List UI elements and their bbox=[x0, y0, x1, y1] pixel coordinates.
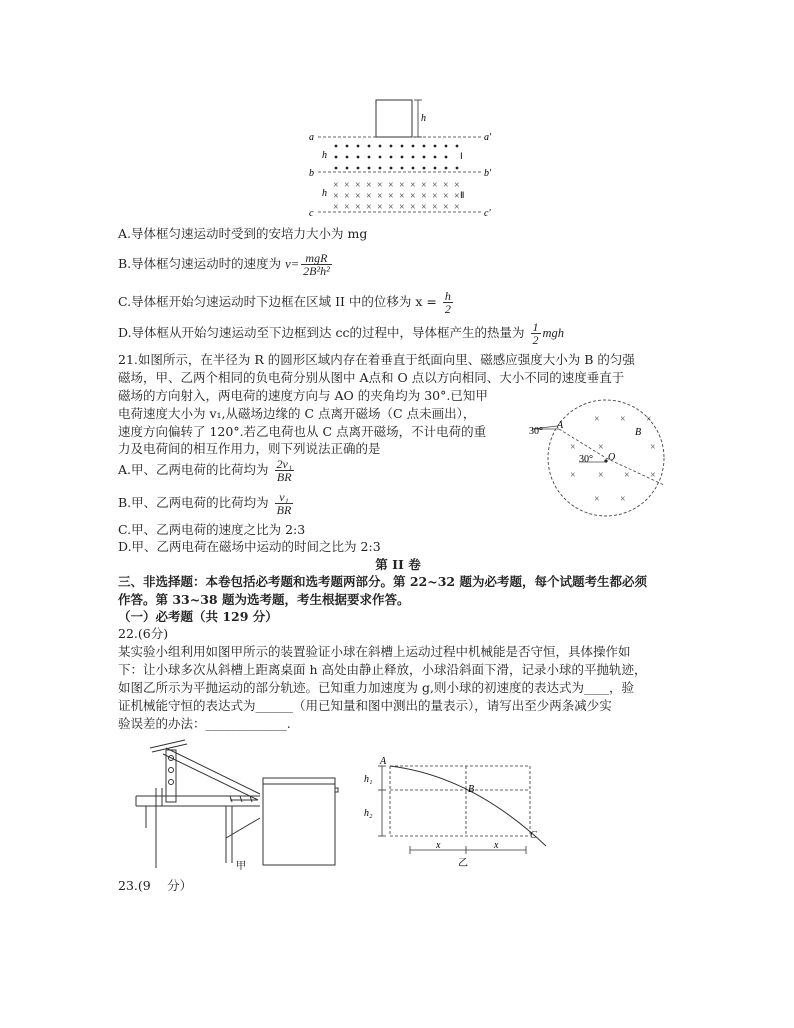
field-cross: × bbox=[366, 180, 372, 191]
trajectory-figure bbox=[362, 752, 562, 870]
q21-line4: 电荷速度大小为 v₁,从磁场边缘的 C 点离开磁场（C 点未画出）， bbox=[118, 406, 476, 421]
field-cross: × bbox=[598, 470, 604, 481]
field-cross: × bbox=[399, 180, 405, 191]
q22-line4: 证机械能守恒的表达式为______（用已知量和图中测出的量表示），请写出至少两条减少实 bbox=[118, 698, 612, 713]
field-dot bbox=[390, 156, 393, 159]
field-dot bbox=[423, 145, 426, 148]
point-a-label: A bbox=[557, 420, 564, 431]
field-dot bbox=[445, 145, 448, 148]
field-cross: × bbox=[355, 202, 361, 213]
field-dot bbox=[357, 156, 360, 159]
field-cross: × bbox=[432, 191, 438, 202]
field-dot bbox=[434, 145, 437, 148]
field-cross: × bbox=[570, 470, 576, 481]
q20-option-b: B.导体框匀速运动时的速度为 v= $\frac{\text{mgR}}{\text{2B²h²}}$ bbox=[118, 251, 330, 278]
field-dot bbox=[335, 167, 338, 170]
field-cross: × bbox=[594, 414, 600, 425]
conductor-frame bbox=[376, 100, 412, 137]
field-cross: × bbox=[366, 202, 372, 213]
region1-height-label: h bbox=[322, 150, 327, 161]
field-dot bbox=[379, 156, 382, 159]
field-cross: × bbox=[443, 202, 449, 213]
figure-yi-label: 乙 bbox=[458, 858, 468, 869]
field-dot bbox=[401, 145, 404, 148]
line-a-label: a bbox=[309, 132, 314, 143]
angle-a-label: 30° bbox=[529, 426, 543, 437]
q23-head: 23.(9 分） bbox=[118, 878, 193, 893]
field-cross: × bbox=[344, 191, 350, 202]
field-cross: × bbox=[646, 414, 652, 425]
q21-line1: 21.如图所示，在半径为 R 的圆形区域内存在着垂直于纸面向里、磁感应强度大小为 B 的匀强 bbox=[118, 352, 635, 367]
frame-height-label: h bbox=[421, 113, 426, 124]
field-cross: × bbox=[344, 180, 350, 191]
q21-line5: 速度方向偏转了 120°.若乙电荷也从 C 点离开磁场，不计电荷的重 bbox=[118, 424, 487, 439]
q21-option-c: C.甲、乙两电荷的速度之比为 2:3 bbox=[118, 522, 306, 537]
section-line1: 三、非选择题：本卷包括必考题和选考题两部分。第 22~32 题为必考题，每个试题考生都必须 bbox=[118, 574, 647, 589]
q21-option-d: D.甲、乙两电荷在磁场中运动的时间之比为 2:3 bbox=[118, 539, 381, 554]
q21-line6: 力及电荷间的相互作用力，则下列说法正确的是 bbox=[118, 441, 381, 456]
circular-field-figure bbox=[524, 398, 674, 526]
field-cross: × bbox=[421, 180, 427, 191]
x2-label: x bbox=[494, 840, 499, 851]
line-c-label: c bbox=[309, 208, 314, 219]
field-cross: × bbox=[333, 202, 339, 213]
field-dot bbox=[335, 156, 338, 159]
line-b-prime-label: b' bbox=[484, 168, 492, 179]
field-dot bbox=[456, 167, 459, 170]
field-cross: × bbox=[421, 191, 427, 202]
field-dot bbox=[346, 167, 349, 170]
field-cross: × bbox=[650, 470, 656, 481]
angle-o-label: 30° bbox=[579, 454, 593, 465]
h1-label: h₁ bbox=[364, 774, 373, 785]
field-dot bbox=[445, 156, 448, 159]
field-cross: × bbox=[388, 180, 394, 191]
field-cross: × bbox=[399, 202, 405, 213]
field-cross: × bbox=[443, 180, 449, 191]
field-cross: × bbox=[454, 202, 460, 213]
line-b-label: b bbox=[309, 168, 314, 179]
field-cross: × bbox=[432, 202, 438, 213]
apparatus-figure bbox=[130, 738, 350, 872]
field-dot bbox=[346, 156, 349, 159]
trajectory-curve bbox=[390, 766, 546, 846]
line-c-prime-label: c' bbox=[484, 208, 491, 219]
field-cross: × bbox=[650, 442, 656, 453]
field-cross: × bbox=[344, 202, 350, 213]
field-dot bbox=[412, 167, 415, 170]
field-cross: × bbox=[594, 494, 600, 505]
q21-line2: 磁场，甲、乙两个相同的负电荷分别从图中 A点和 O 点以方向相同、大小不同的速度垂直于 bbox=[118, 370, 625, 385]
field-cross: × bbox=[333, 180, 339, 191]
q21-line3: 磁场的方向射入，两电荷的速度方向与 AO 的夹角均为 30°.已知甲 bbox=[118, 388, 488, 403]
field-cross: × bbox=[624, 470, 630, 481]
q22-line2: 下：让小球多次从斜槽上距离桌面 h 高处由静止释放，小球沿斜面下滑，记录小球的平抛轨迹， bbox=[118, 662, 647, 677]
field-dot bbox=[412, 145, 415, 148]
field-dot bbox=[423, 167, 426, 170]
field-cross: × bbox=[454, 180, 460, 191]
field-cross: × bbox=[410, 202, 416, 213]
figure-jia-label: 甲 bbox=[236, 861, 246, 872]
field-cross: × bbox=[366, 191, 372, 202]
field-dot bbox=[456, 145, 459, 148]
field-cross: × bbox=[377, 191, 383, 202]
point-b-label: B bbox=[635, 427, 642, 438]
q22-line3: 如图乙所示为平抛运动的部分轨迹。已知重力加速度为 g,则小球的初速度的表达式为____，验 bbox=[118, 680, 634, 695]
field-dot bbox=[379, 145, 382, 148]
field-cross: × bbox=[443, 191, 449, 202]
section-subtitle: （一）必考题（共 129 分） bbox=[118, 609, 278, 624]
point-c-label: C bbox=[530, 830, 537, 841]
field-cross: × bbox=[598, 442, 604, 453]
field-dot bbox=[423, 156, 426, 159]
region1-label: Ⅰ bbox=[460, 151, 463, 161]
field-dot bbox=[401, 167, 404, 170]
region2-height-label: h bbox=[322, 188, 327, 199]
field-dot bbox=[434, 167, 437, 170]
q22-head: 22.(6分) bbox=[118, 626, 169, 641]
q22-line5: 验误差的办法：_____________. bbox=[118, 716, 291, 731]
q20-option-d: D.导体框从开始匀速运动至下边框到达 cc的过程中，导体框产生的热量为 $\frac{1}{2}$ mgh bbox=[118, 320, 565, 347]
field-dot bbox=[335, 145, 338, 148]
q21-option-a: A.甲、乙两电荷的比荷均为 $\frac{\text{2v₁}}{BR}$ bbox=[118, 457, 292, 484]
point-o-label: O bbox=[608, 452, 616, 463]
q20-option-c: C.导体框开始匀速运动时下边框在区域 II 中的位移为 x = $\frac{h}{2}$ bbox=[118, 289, 451, 316]
point-b-label: B bbox=[468, 784, 475, 795]
field-cross: × bbox=[388, 202, 394, 213]
field-cross: × bbox=[620, 414, 626, 425]
field-cross: × bbox=[454, 191, 460, 202]
field-cross: × bbox=[620, 494, 626, 505]
field-cross: × bbox=[399, 191, 405, 202]
field-dot bbox=[357, 167, 360, 170]
point-a-label: A bbox=[380, 756, 387, 767]
field-dot bbox=[390, 167, 393, 170]
field-cross: × bbox=[355, 191, 361, 202]
field-dot bbox=[390, 145, 393, 148]
section-line2: 作答。第 33~38 题为选考题，考生根据要求作答。 bbox=[118, 592, 410, 607]
field-cross: × bbox=[377, 180, 383, 191]
line-a-prime-label: a' bbox=[484, 132, 492, 143]
field-dot bbox=[357, 145, 360, 148]
h2-label: h₂ bbox=[364, 808, 373, 819]
region2-field-crosses bbox=[333, 180, 460, 213]
field-cross: × bbox=[377, 202, 383, 213]
field-dot bbox=[346, 145, 349, 148]
field-dot bbox=[401, 156, 404, 159]
q22-line1: 某实验小组利用如图甲所示的装置验证小球在斜槽上运动过程中机械能是否守恒，具体操作如 bbox=[118, 644, 631, 659]
region1-field-dots bbox=[335, 145, 459, 170]
q20-option-a: A.导体框匀速运动时受到的安培力大小为 mg bbox=[118, 226, 368, 241]
field-dot bbox=[434, 156, 437, 159]
field-cross: × bbox=[333, 191, 339, 202]
field-dot bbox=[368, 145, 371, 148]
section-title: 第 II 卷 bbox=[375, 557, 421, 572]
magnetic-regions-figure bbox=[300, 92, 500, 222]
field-dot bbox=[379, 167, 382, 170]
field-dot bbox=[368, 156, 371, 159]
field-cross: × bbox=[388, 191, 394, 202]
field-dot bbox=[412, 156, 415, 159]
field-dot bbox=[368, 167, 371, 170]
x1-label: x bbox=[436, 840, 441, 851]
field-cross: × bbox=[355, 180, 361, 191]
q21-option-b: B.甲、乙两电荷的比荷均为 $\frac{\text{v₁}}{BR}$ bbox=[118, 490, 292, 517]
field-cross: × bbox=[410, 191, 416, 202]
region2-label: Ⅱ bbox=[460, 190, 465, 200]
field-dot bbox=[445, 167, 448, 170]
field-cross: × bbox=[421, 202, 427, 213]
field-cross: × bbox=[410, 180, 416, 191]
field-cross: × bbox=[570, 442, 576, 453]
field-cross: × bbox=[432, 180, 438, 191]
